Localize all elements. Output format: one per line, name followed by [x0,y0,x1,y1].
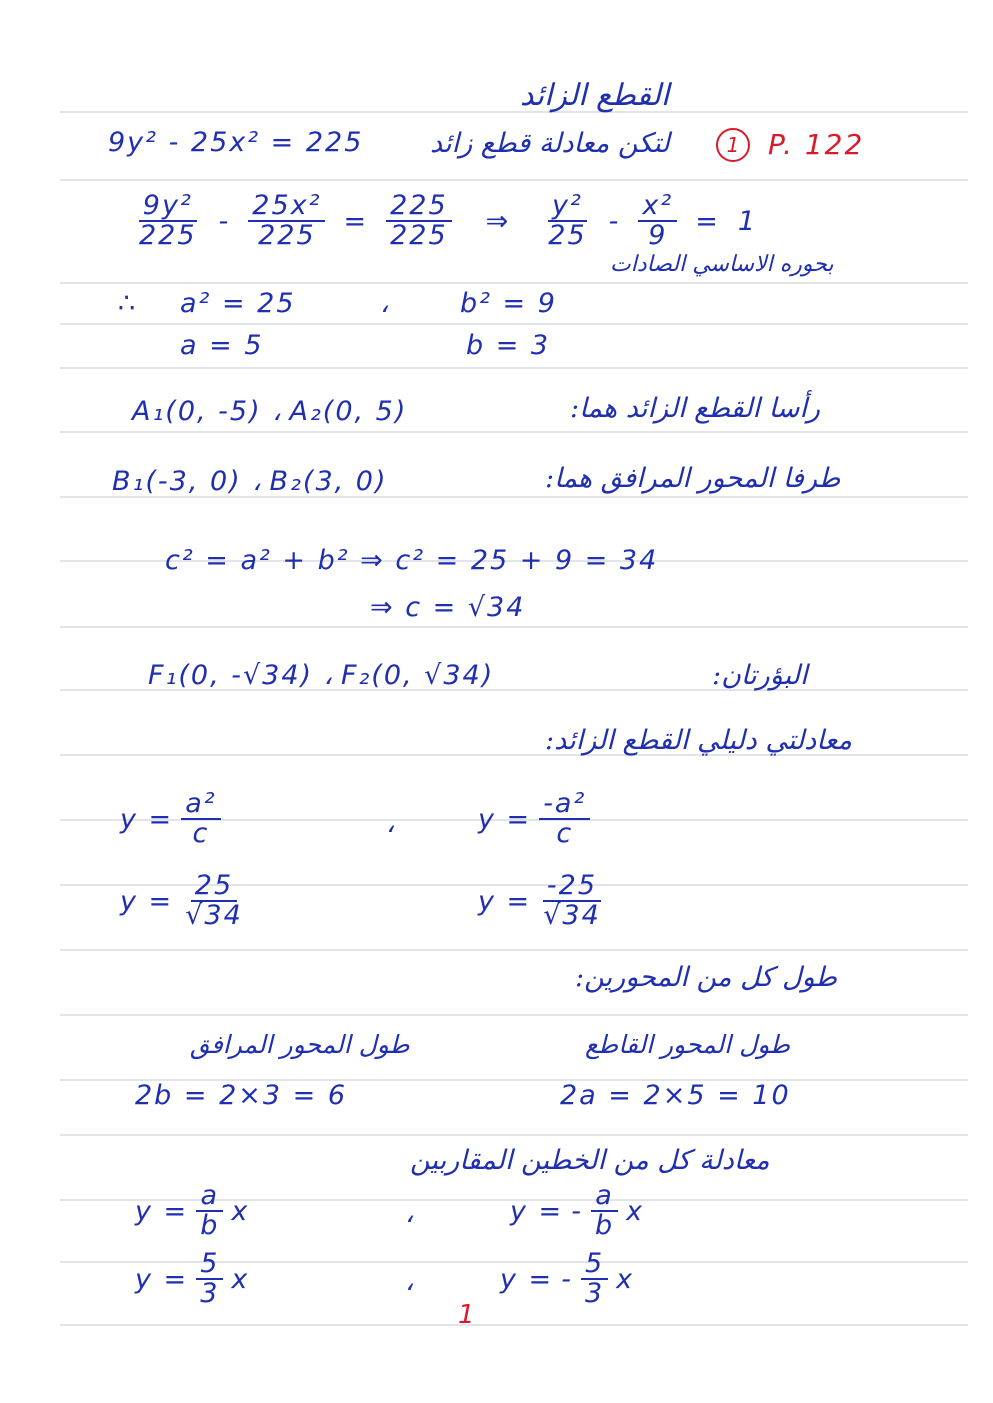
frac-den-225-a: 225 [139,220,197,252]
asymptote-2-value-num: 5 [581,1250,608,1280]
vertices-value: A₁(0, -5) ، A₂(0, 5) [132,396,408,427]
transverse-axis-value: 2a = 2×5 = 10 [560,1080,791,1111]
directrix-2-value-den: √34 [543,900,601,932]
asymptote-2-num: a [591,1182,618,1212]
asymptote-1-value [135,1250,249,1309]
page-number: 1 [458,1300,475,1330]
directrix-2-num: -a² [539,790,590,820]
foci-value: F₁(0, -√34) ، F₂(0, √34) [148,660,495,691]
page-title: القطع الزائد [520,78,670,113]
c-calculation-line1: c² = a² + b² ⇒ c² = 25 + 9 = 34 [165,545,659,576]
directrix-1-num: a² [181,790,220,820]
separator-comma: ، [405,1266,414,1297]
x-var: x [626,1195,645,1227]
asymptote-2-general [510,1182,644,1241]
y-equals: y = [135,1195,189,1227]
conjugate-axis-label: طول المحور المرافق [190,1030,410,1059]
minus-sign: - [571,1195,583,1227]
conjugate-axis-value: 2b = 2×3 = 6 [135,1080,348,1111]
x-var: x [231,1195,250,1227]
conjugate-axis-ends-label: طرفا المحور المرافق هما: [545,463,841,494]
axes-length-label: طول كل من المحورين: [575,962,838,993]
standard-form-derivation: $\frac{\text{9y²}}{225}$ - $\frac{\text{25x²}}{225}$ = $\frac{225}{225}$ ⇒ $\frac{\text{y²}}{25}$ - $\frac{\text{x²}}{9}$ = 1 [135,192,757,251]
frac-den-225-c: 225 [390,220,448,252]
transverse-axis-label: طول المحور القاطع [585,1030,791,1059]
directrix-2-general [478,790,590,849]
b-squared: b² = 9 [460,288,557,319]
asymptotes-label: معادلة كل من الخطين المقاربين [410,1145,770,1176]
frac-den-25: 25 [548,220,587,252]
intro-text: لتكن معادلة قطع زائد [430,128,670,159]
directrix-label: معادلتي دليلي القطع الزائد: [545,725,853,756]
directrix-2-den: c [556,818,574,850]
frac-num-9y2: 9y² [139,192,197,222]
intro-equation: 9y² - 25x² = 225 [108,127,364,158]
asymptote-1-general [135,1182,249,1241]
asymptote-1-den: b [200,1210,220,1242]
asymptote-1-value-den: 3 [200,1278,220,1310]
separator-comma: ، [386,808,395,839]
directrix-1-value-den: √34 [185,900,243,932]
frac-den-9: 9 [648,220,668,252]
foci-label: البؤرتان: [712,660,808,691]
problem-number-circle: 1 [716,128,750,162]
frac-num-y2: y² [548,192,587,222]
a-squared: a² = 25 [180,288,296,319]
frac-num-225: 225 [386,192,452,222]
directrix-1-value [120,872,247,931]
directrix-1-den: c [192,818,210,850]
y-equals: y = [478,803,532,835]
asymptote-1-value-num: 5 [196,1250,223,1280]
frac-num-x2: x² [638,192,677,222]
y-equals: y = [135,1263,189,1295]
rhs-one: 1 [737,205,757,237]
asymptote-2-value-den: 3 [584,1278,605,1310]
asymptote-2-value [500,1250,634,1309]
y-equals: y = [500,1263,554,1295]
y-equals: y = [120,885,174,917]
asymptote-2-den: b [594,1210,615,1242]
directrix-2-value [478,872,605,931]
directrix-1-general [120,790,221,849]
y-equals: y = [510,1195,564,1227]
directrix-2-value-num: -25 [543,872,601,902]
problem-page-ref: P. 122 [768,128,865,161]
asymptote-1-num: a [196,1182,223,1212]
frac-den-225-b: 225 [258,220,316,252]
separator-comma: ، [405,1198,414,1229]
therefore-symbol: ∴ [118,288,138,319]
frac-num-25x2: 25x² [248,192,325,222]
axis-note: بحوره الاساسي الصادات [610,252,834,277]
x-var: x [231,1263,250,1295]
c-calculation-line2: ⇒ c = √34 [370,592,526,623]
separator-comma: ، [380,288,389,319]
b-value: b = 3 [466,330,551,361]
y-equals: y = [478,885,532,917]
x-var: x [616,1263,635,1295]
minus-sign: - [561,1263,573,1295]
a-value: a = 5 [180,330,264,361]
vertices-label: رأسا القطع الزائد هما: [570,393,821,424]
y-equals: y = [120,803,174,835]
conjugate-axis-ends-value: B₁(-3, 0) ، B₂(3, 0) [112,466,388,497]
directrix-1-value-num: 25 [191,872,237,902]
